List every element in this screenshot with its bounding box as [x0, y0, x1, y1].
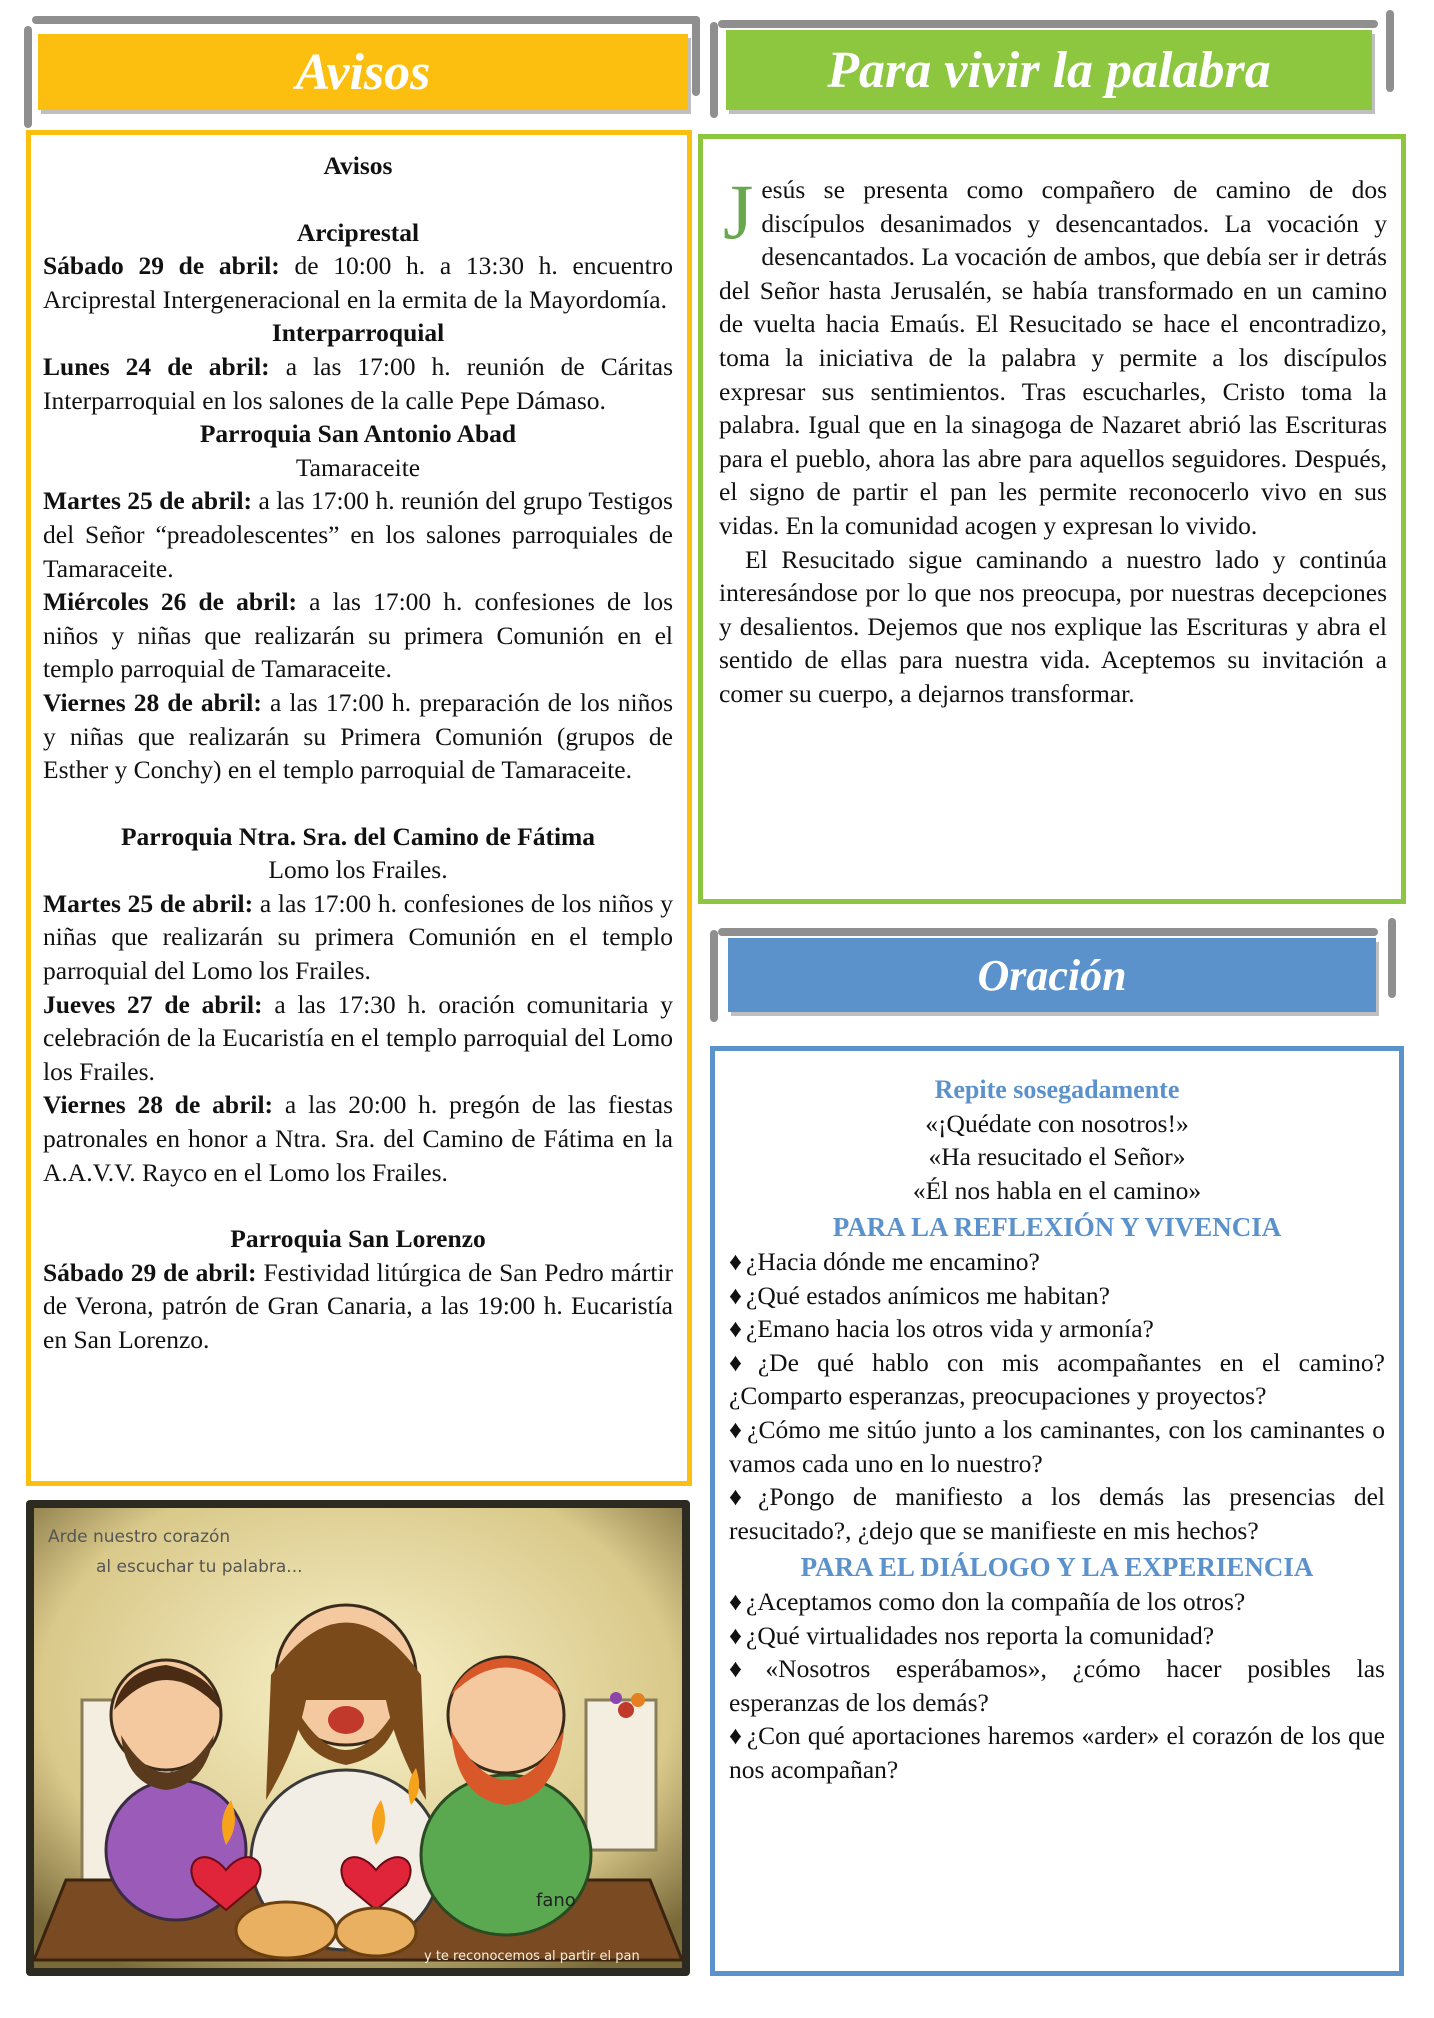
aviso-item: Martes 25 de abril: a las 17:00 h. confesiones de los niños y niñas que realizarán su primera Comunión en el templo parroquial del Lomo los Frailes.	[43, 888, 674, 986]
repite-line: «¡Quédate con nosotros!»	[925, 1108, 1189, 1138]
avisos-box	[26, 130, 692, 1486]
repite-line: «Él nos habla en el camino»	[912, 1175, 1202, 1205]
illustration-caption-top-1: Arde nuestro corazón	[48, 1527, 231, 1547]
vivir-banner	[710, 10, 1396, 120]
emmaus-illustration	[26, 1500, 690, 1976]
aviso-item: Viernes 28 de abril: a las 17:00 h. preparación de los niños y niñas que realizarán su Primera Comunión (grupos de Esther y Conchy) en el templo parroquial de Tamaraceite.	[43, 687, 674, 785]
arciprestal-heading: Arciprestal	[296, 217, 420, 247]
fatima-sub: Lomo los Frailes.	[268, 855, 448, 885]
illustration-caption-top-2: al escuchar tu palabra...	[96, 1557, 303, 1577]
vivir-dropcap: J	[723, 168, 754, 255]
aviso-item: Jueves 27 de abril: a las 17:30 h. oración comunitaria y celebración de la Eucaristía en el templo parroquial del Lomo los Frailes.	[43, 989, 674, 1086]
vivir-banner-title: Para vivir la palabra	[827, 41, 1271, 99]
avisos-title: Avisos	[323, 151, 393, 180]
san-antonio-heading: Parroquia San Antonio Abad	[199, 419, 517, 449]
fatima-heading: Parroquia Ntra. Sra. del Camino de Fátima	[120, 821, 596, 851]
dialogo-item: ♦ «Nosotros esperábamos», ¿cómo hacer posibles las esperanzas de los demás?	[729, 1654, 1385, 1717]
aviso-item: Miércoles 26 de abril: a las 17:00 h. confesiones de los niños y niñas que realizarán su primera Comunión en el templo parroquial de Tamaraceite.	[43, 587, 673, 684]
oracion-banner	[710, 918, 1400, 1024]
reflexion-item: ♦ ¿De qué hablo con mis acompañantes en el camino? ¿Comparto esperanzas, preocupaciones y proyectos?	[729, 1347, 1386, 1411]
dialogo-item: ♦ ¿Qué virtualidades nos reporta la comunidad?	[729, 1620, 1215, 1650]
aviso-item: Martes 25 de abril: a las 17:00 h. reunión del grupo Testigos del Señor “preadolescentes” en los salones parroquiales de Tamaraceite.	[43, 486, 673, 583]
oracion-banner-title: Oración	[977, 950, 1127, 1000]
repite-line: «Ha resucitado el Señor»	[928, 1142, 1186, 1172]
reflexion-item: ♦ ¿Emano hacia los otros vida y armonía?	[729, 1314, 1154, 1344]
aviso-item: Viernes 28 de abril: a las 20:00 h. pregón de las fiestas patronales en honor a Ntra. Sra. del Camino de Fátima en la A.A.V.V. Rayco en el Lomo los Frailes.	[43, 1090, 674, 1187]
reflexion-title: PARA LA REFLEXIÓN Y VIVENCIA	[832, 1212, 1282, 1243]
aviso-item: Lunes 24 de abril: a las 17:00 h. reunión de Cáritas Interparroquial en los salones de la calle Pepe Dámaso.	[43, 351, 673, 415]
aviso-item: Sábado 29 de abril: Festividad litúrgica de San Pedro mártir de Verona, patrón de Gran Canaria, a las 19:00 h. Eucaristía en San Lorenzo.	[43, 1257, 673, 1354]
interparroquial-heading: Interparroquial	[271, 318, 445, 348]
san-lorenzo-heading: Parroquia San Lorenzo	[230, 1224, 486, 1254]
emmaus-illustration-svg	[26, 1500, 690, 1976]
reflexion-item: ♦ ¿Pongo de manifiesto a los demás las presencias del resucitado?, ¿dejo que se manifieste en mis hechos?	[729, 1482, 1385, 1545]
dialogo-title: PARA EL DIÁLOGO Y LA EXPERIENCIA	[800, 1552, 1314, 1583]
vivir-box	[698, 134, 1406, 904]
illustration-signature: fano	[536, 1890, 576, 1911]
dialogo-item: ♦ ¿Aceptamos como don la compañía de los otros?	[729, 1586, 1246, 1616]
oracion-box	[710, 1046, 1404, 1976]
san-antonio-sub: Tamaraceite	[295, 452, 421, 482]
avisos-banner-title: Avisos	[295, 43, 431, 101]
vivir-paragraph-2: El Resucitado sigue caminando a nuestro lado y continúa interesándose por lo que nos preocupa, por nuestras decepciones y desalientos. Dejemos que nos explique las Escrituras y abra el sentido de ellas para nuestra vida. Aceptemos su invitación a comer su cuerpo, a dejarnos transformar.	[719, 544, 1387, 708]
repite-title: Repite sosegadamente	[934, 1075, 1180, 1104]
reflexion-item: ♦ ¿Qué estados anímicos me habitan?	[729, 1280, 1110, 1310]
dialogo-item: ♦ ¿Con qué aportaciones haremos «arder» el corazón de los que nos acompañan?	[729, 1721, 1385, 1784]
vivir-paragraph-1: Jesús se presenta como compañero de camino de dos discípulos desanimados y desencantados. La vocación y desencantados. La vocación de ambos, que debía ser ir detrás del Señor hasta Jerusalén, se había transformado en un camino de vuelta hacia Emaús. El Resucitado se hace el encontradizo, toma la iniciativa de la palabra y permite a los discípulos expresar sus sentimientos. Tras escucharles, Cristo toma la palabra. Igual que en la sinagoga de Nazaret abrió las Escrituras para el pueblo, ahora las abre para aquellos seguidores. Después, el signo de partir el pan les permite reconocerlo vivo en sus vidas. En la comunidad acogen y expresan lo vivido.	[719, 168, 1387, 540]
reflexion-item: ♦ ¿Cómo me sitúo junto a los caminantes, con los caminantes o vamos cada uno en lo nuestro?	[729, 1414, 1385, 1478]
aviso-item: Sábado 29 de abril: de 10:00 h. a 13:30 h. encuentro Arciprestal Intergeneracional en la ermita de la Mayordomía.	[43, 251, 673, 314]
illustration-caption-bottom: y te reconocemos al partir el pan	[424, 1949, 640, 1964]
avisos-banner	[24, 16, 700, 128]
reflexion-item: ♦ ¿Hacia dónde me encamino?	[729, 1246, 1040, 1276]
